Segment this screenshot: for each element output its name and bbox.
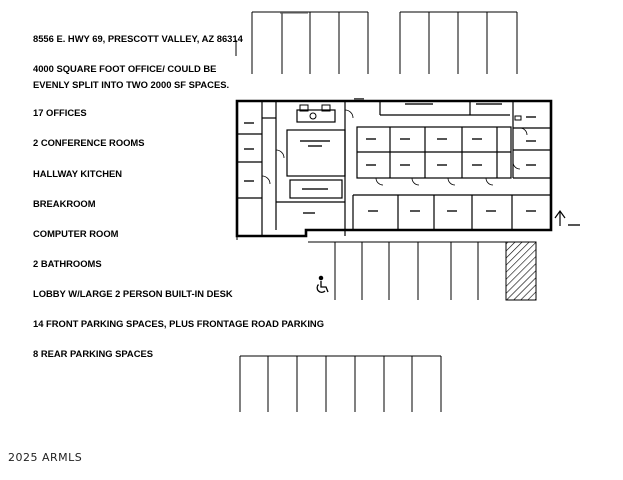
front-parking xyxy=(308,242,536,300)
accessible-parking-icon xyxy=(317,276,328,292)
interior-walls xyxy=(237,101,551,236)
feature-computer-room: COMPUTER ROOM xyxy=(33,228,119,239)
feature-square-footage: 4000 SQUARE FOOT OFFICE/ COULD BE EVENLY SPLIT INTO TWO 2000 SF SPACES. xyxy=(33,63,230,90)
feature-bathrooms: 2 BATHROOMS xyxy=(33,258,102,269)
feature-front-parking: 14 FRONT PARKING SPACES, PLUS FRONTAGE ROAD PARKING xyxy=(33,318,324,329)
rear-parking-top xyxy=(236,12,517,74)
feature-lobby: LOBBY W/LARGE 2 PERSON BUILT-IN DESK xyxy=(33,288,233,299)
feature-kitchen: HALLWAY KITCHEN xyxy=(33,168,123,179)
north-arrow-icon xyxy=(555,211,565,226)
copyright-watermark: 2025 ARMLS xyxy=(8,451,83,464)
feature-offices: 17 OFFICES xyxy=(33,107,87,118)
feature-breakroom: BREAKROOM xyxy=(33,198,96,209)
door-swings xyxy=(262,110,527,185)
bathroom-fixtures xyxy=(300,105,521,120)
building-walls xyxy=(237,101,551,240)
rear-parking-bottom xyxy=(240,356,441,412)
room-tags xyxy=(244,12,580,226)
address-line: 8556 E. HWY 69, PRESCOTT VALLEY, AZ 86314 xyxy=(33,33,243,44)
feature-rear-parking: 8 REAR PARKING SPACES xyxy=(33,348,153,359)
feature-conference-rooms: 2 CONFERENCE ROOMS xyxy=(33,137,145,148)
